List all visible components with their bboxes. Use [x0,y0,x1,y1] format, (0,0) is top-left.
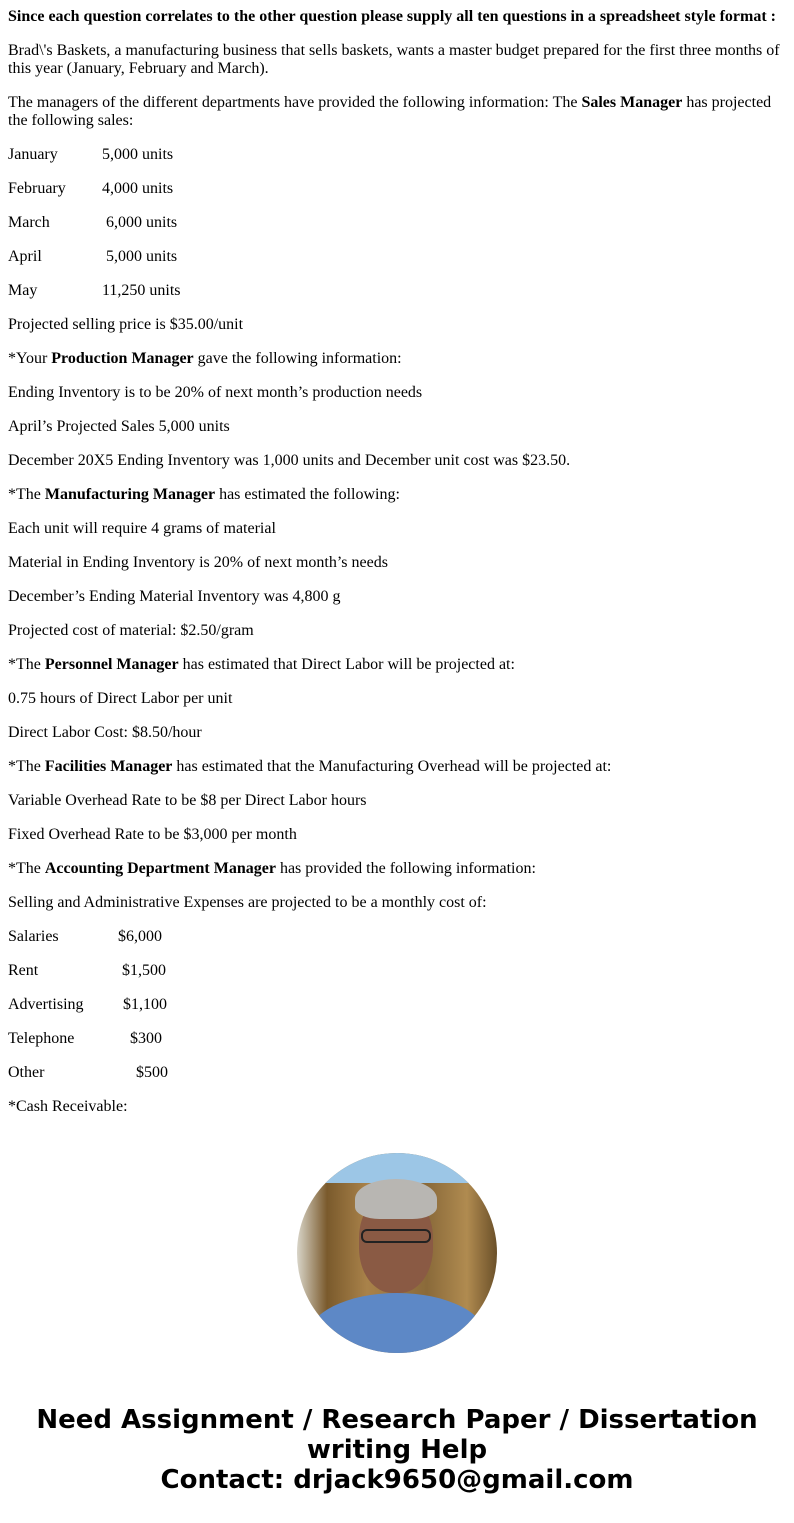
intro: Brad\'s Baskets, a manufacturing business that sells baskets, wants a master budget prepared for the first three months of this year (January, February and March). [8,42,780,77]
personnel-manager: *The Personnel Manager has estimated that Direct Labor will be projected at: [8,656,515,673]
info-line: Fixed Overhead Rate to be $3,000 per month [8,826,297,843]
expense-row: Other $500 [8,1064,168,1081]
expense-row: Advertising $1,100 [8,996,167,1013]
expense-row: Telephone $300 [8,1030,162,1047]
info-line: December’s Ending Material Inventory was 4,800 g [8,588,341,605]
info-line: Projected cost of material: $2.50/gram [8,622,254,639]
sales-row: March 6,000 units [8,214,178,231]
expense-row: Rent $1,500 [8,962,166,979]
expense-row: Salaries $6,000 [8,928,162,945]
facilities-manager: *The Facilities Manager has estimated that the Manufacturing Overhead will be projected at: [8,758,612,775]
accounting-manager: *The Accounting Department Manager has provided the following information: [8,860,536,877]
manufacturing-manager: *The Manufacturing Manager has estimated the following: [8,486,400,503]
info-line: December 20X5 Ending Inventory was 1,000 units and December unit cost was $23.50. [8,452,571,469]
sales-row: April 5,000 units [8,248,178,265]
info-line: April’s Projected Sales 5,000 units [8,418,230,435]
info-line: Selling and Administrative Expenses are projected to be a monthly cost of: [8,894,487,911]
info-line: Variable Overhead Rate to be $8 per Direct Labor hours [8,792,367,809]
info-line: Ending Inventory is to be 20% of next month’s production needs [8,384,423,401]
photo-container [8,1153,786,1353]
promo-banner [8,1405,786,1495]
production-manager: *Your Production Manager gave the following information: [8,350,402,367]
selling-price: Projected selling price is $35.00/unit [8,316,244,333]
info-line: 0.75 hours of Direct Labor per unit [8,690,233,707]
heading: Since each question correlates to the other question please supply all ten questions in a spreadsheet style format : [8,8,776,25]
cash-receivable: *Cash Receivable: [8,1098,128,1115]
promo-contact: Contact: drjack9650@gmail.com [160,1465,634,1495]
promo-line: Need Assignment / Research Paper / Dissertation writing Help [36,1405,758,1465]
sales-row: January 5,000 units [8,146,174,163]
sales-row: February 4,000 units [8,180,174,197]
info-line: Material in Ending Inventory is 20% of next month’s needs [8,554,388,571]
author-photo [297,1153,497,1353]
info-line: Each unit will require 4 grams of material [8,520,276,537]
managers-intro: The managers of the different departments have provided the following information: The Sales Manager has projected the following sales: [8,94,772,129]
info-line: Direct Labor Cost: $8.50/hour [8,724,202,741]
sales-row: May 11,250 units [8,282,181,299]
